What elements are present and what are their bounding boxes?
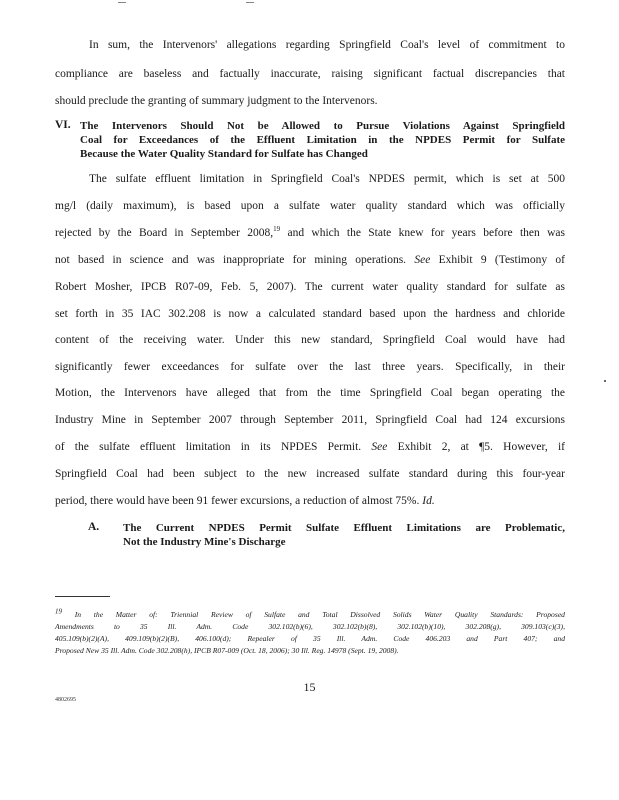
page-number: 15 bbox=[303, 680, 316, 694]
footnote-line: Amendments to 35 Ill. Adm. Code 302.102(b)(6), 302.102(b)(8), 302.102(b)(10), 302.208(g), 309.103(c)(3), bbox=[55, 622, 565, 631]
body-text-line: Springfield Coal had been subject to the new increased sulfate standard during this four-year bbox=[55, 468, 565, 480]
footnote-line: Proposed New 35 Ill. Adm. Code 302.208(h), IPCB R07-009 (Oct. 18, 2006); 30 Ill. Reg. 14978 (Sept. 19, 2008). bbox=[55, 646, 399, 655]
text-run: and which the State knew for years before then was bbox=[280, 227, 565, 239]
subsection-heading-line: Not the Industry Mine's Discharge bbox=[123, 536, 286, 548]
footnote-reference: 19 bbox=[273, 225, 281, 234]
body-text-line bbox=[55, 440, 565, 454]
document-id: 4802695 bbox=[55, 697, 76, 703]
citation-signal: See bbox=[414, 254, 431, 266]
text-run: Exhibit 9 (Testimony of bbox=[430, 254, 566, 266]
footnote-line: 405.109(b)(2)(A), 409.109(b)(2)(B), 406.100(d); Repealer of 35 Ill. Adm. Code 406.203 and Part 407; and bbox=[55, 634, 565, 643]
footnote-line bbox=[55, 609, 565, 621]
body-text-line: significantly fewer exceedances for sulfate over the last three years. Specifically, in their bbox=[55, 361, 565, 373]
body-text-line bbox=[55, 253, 565, 267]
section-heading-line: Because the Water Quality Standard for Sulfate has Changed bbox=[80, 148, 368, 160]
body-text-line: should preclude the granting of summary judgment to the Intervenors. bbox=[55, 95, 378, 107]
body-text-line: Robert Mosher, IPCB R07-09, Feb. 5, 2007). The current water quality standard for sulfate as bbox=[55, 281, 565, 293]
scan-mark bbox=[118, 2, 126, 3]
text-run: period, there would have been 91 fewer excursions, a reduction of almost 75%. bbox=[55, 495, 423, 507]
body-text-line: set forth in 35 IAC 302.208 is now a calculated standard based upon the hardness and chloride bbox=[55, 308, 565, 320]
body-text-line: The sulfate effluent limitation in Springfield Coal's NPDES permit, which is set at 500 bbox=[89, 173, 565, 185]
text-run: not based in science and was inappropriate for mining operations. bbox=[55, 254, 415, 266]
body-text-line: In sum, the Intervenors' allegations regarding Springfield Coal's level of commitment to bbox=[89, 39, 565, 51]
citation-signal: Id. bbox=[422, 495, 435, 507]
body-text-line bbox=[55, 494, 565, 508]
footnote-number: 19 bbox=[55, 607, 62, 616]
text-run: of the sulfate effluent limitation in its NPDES Permit. bbox=[55, 441, 372, 453]
body-text-line bbox=[55, 226, 565, 240]
subsection-heading-line: The Current NPDES Permit Sulfate Effluent Limitations are Problematic, bbox=[123, 522, 565, 534]
body-text-line: Industry Mine in September 2007 through September 2011, Springfield Coal had 124 excursions bbox=[55, 414, 565, 426]
text-run: rejected by the Board in September 2008, bbox=[55, 227, 274, 239]
text-run: Exhibit 2, at ¶5. However, if bbox=[387, 441, 565, 453]
section-heading-line: Coal for Exceedances of the Effluent Limitation in the NPDES Permit for Sulfate bbox=[80, 134, 565, 146]
body-text-line: compliance are baseless and factually inaccurate, raising significant factual discrepancies that bbox=[55, 68, 565, 80]
section-heading-line: The Intervenors Should Not be Allowed to Pursue Violations Against Springfield bbox=[80, 120, 565, 132]
scan-mark bbox=[246, 2, 254, 3]
footnote-separator bbox=[55, 596, 110, 597]
citation-signal: See bbox=[371, 441, 388, 453]
section-number: VI. bbox=[55, 119, 71, 131]
body-text-line: Motion, the Intervenors have alleged that from the time Springfield Coal began operating the bbox=[55, 387, 565, 399]
subsection-letter: A. bbox=[88, 521, 100, 533]
body-text-line: content of the receiving water. Under this new standard, Springfield Coal would have had bbox=[55, 334, 565, 346]
body-text-line: mg/l (daily maximum), is based upon a sulfate water quality standard which was officially bbox=[55, 200, 565, 212]
text-run: In the Matter of: Triennial Review of Sulfate and Total Dissolved Solids Water Quality Standards: Proposed bbox=[74, 610, 565, 619]
scan-mark bbox=[604, 380, 606, 382]
